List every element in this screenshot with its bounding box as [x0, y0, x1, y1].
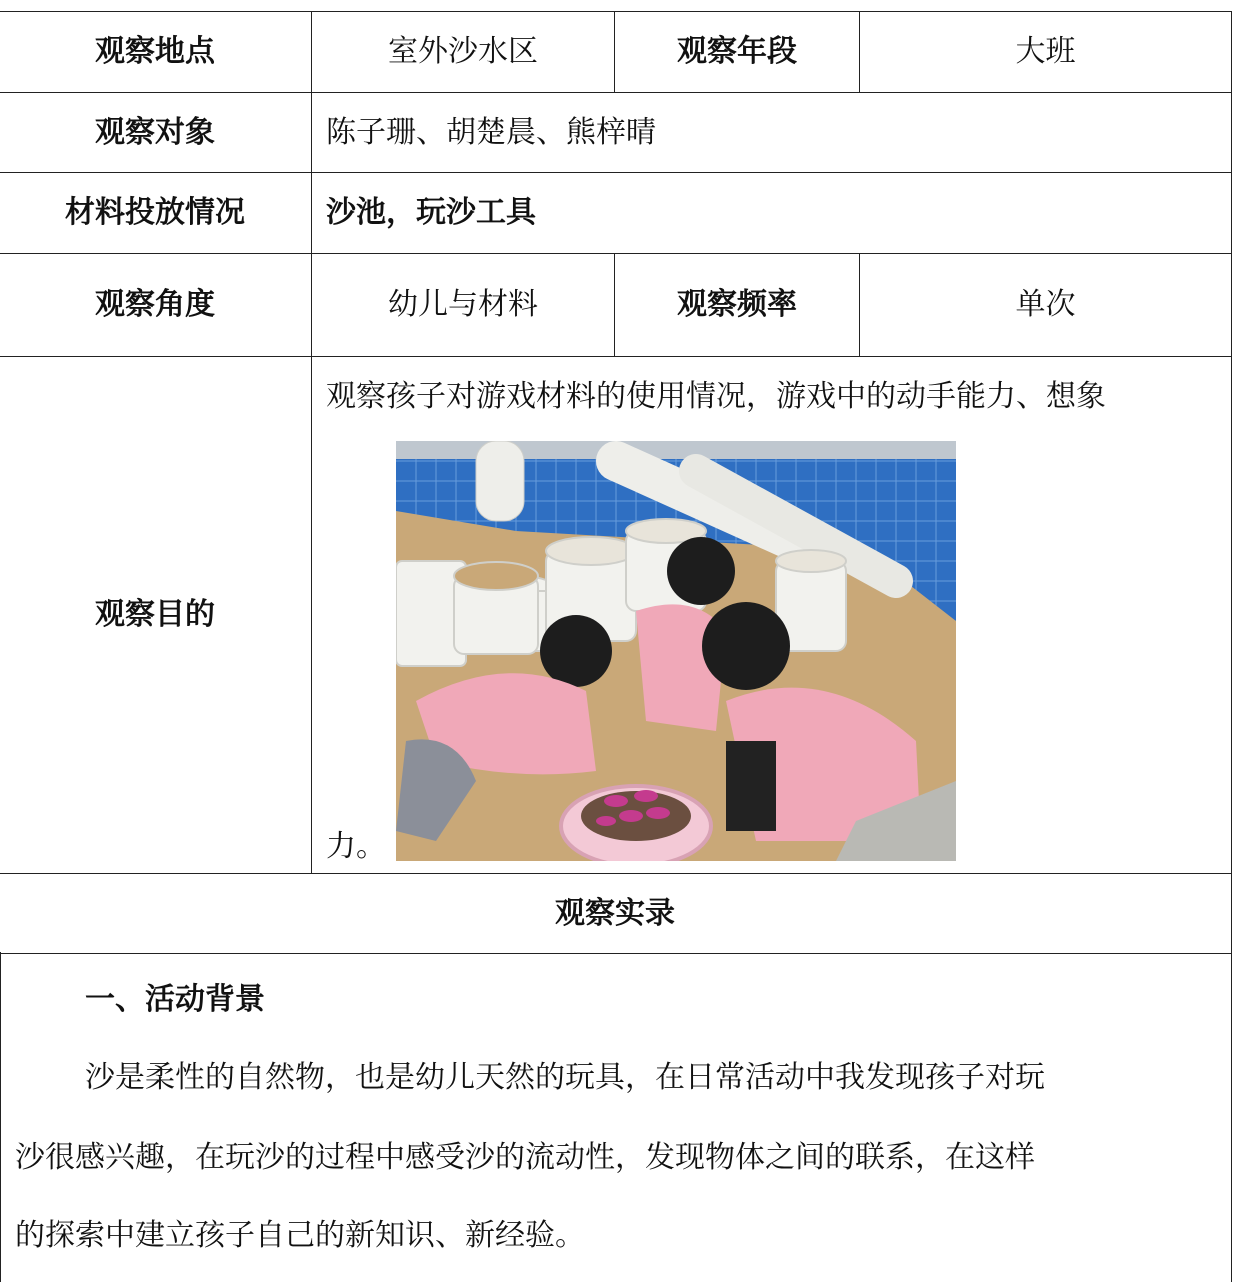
row-angle — [0, 254, 1232, 357]
frequency-value: 单次 — [860, 254, 1232, 357]
grade-label: 观察年段 — [615, 12, 860, 93]
purpose-content — [312, 357, 1232, 874]
paragraph-line-2: 沙很感兴趣，在玩沙的过程中感受沙的流动性，发现物体之间的联系，在这样 — [15, 1140, 1035, 1175]
row-record-header — [0, 874, 1232, 954]
location-value: 室外沙水区 — [312, 12, 615, 93]
location-label: 观察地点 — [0, 12, 312, 93]
subjects-label: 观察对象 — [0, 93, 312, 173]
row-subjects — [0, 93, 1232, 173]
materials-label: 材料投放情况 — [0, 173, 312, 254]
purpose-text-line2: 力。 — [326, 829, 386, 864]
angle-label: 观察角度 — [0, 254, 312, 357]
photo-children-playing-sand — [396, 441, 956, 861]
activity-background-section — [0, 952, 1232, 1282]
frequency-label: 观察频率 — [615, 254, 860, 357]
grade-value: 大班 — [860, 12, 1232, 93]
row-location — [0, 12, 1232, 93]
paragraph-line-3: 的探索中建立孩子自己的新知识、新经验。 — [15, 1218, 585, 1253]
purpose-text-line1: 观察孩子对游戏材料的使用情况，游戏中的动手能力、想象 — [326, 379, 1106, 414]
observation-table — [0, 11, 1232, 954]
record-label: 观察实录 — [0, 874, 1232, 954]
materials-value: 沙池，玩沙工具 — [312, 173, 1232, 254]
purpose-label: 观察目的 — [0, 357, 312, 874]
paragraph-line-1: 沙是柔性的自然物，也是幼儿天然的玩具，在日常活动中我发现孩子对玩 — [85, 1060, 1045, 1095]
section-heading: 一、活动背景 — [85, 982, 265, 1017]
row-purpose — [0, 357, 1232, 874]
row-materials — [0, 173, 1232, 254]
angle-value: 幼儿与材料 — [312, 254, 615, 357]
subjects-value: 陈子珊、胡楚晨、熊梓晴 — [312, 93, 1232, 173]
